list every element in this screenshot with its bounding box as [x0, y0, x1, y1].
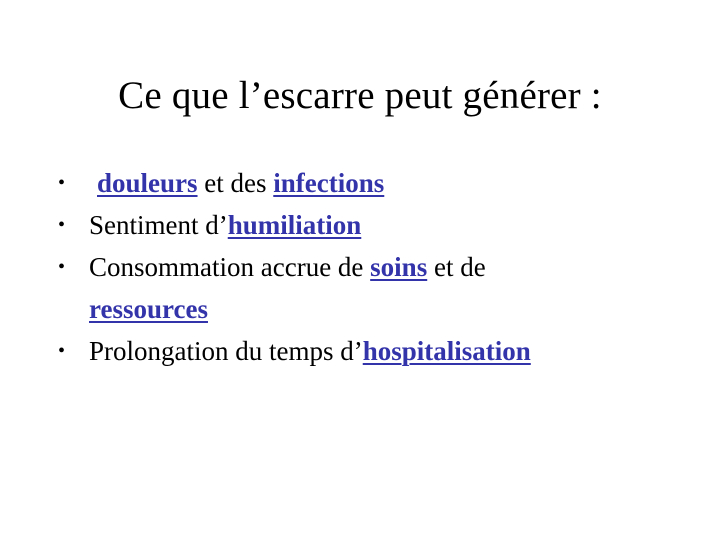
bullet-item-consumption: [58, 246, 698, 330]
bullet-list: [58, 162, 698, 372]
slide-title: Ce que l’escarre peut générer :: [118, 74, 602, 117]
bullet-icon: •: [58, 214, 66, 236]
bullet-icon: •: [58, 172, 66, 194]
bullet-icon: •: [58, 256, 66, 278]
bullet-text: Sentiment d’: [89, 210, 228, 240]
link-soins[interactable]: soins: [370, 252, 428, 282]
bullet-text: Prolongation du temps d’: [89, 336, 363, 366]
bullet-continuation: [89, 288, 698, 330]
link-ressources[interactable]: ressources: [89, 294, 208, 324]
bullet-icon: •: [58, 340, 66, 362]
bullet-item-humiliation: [58, 204, 698, 246]
bullet-text: et de: [427, 252, 486, 282]
bullet-item-hospitalisation: [58, 330, 698, 372]
link-infections[interactable]: infections: [273, 168, 385, 198]
link-douleurs[interactable]: douleurs: [97, 168, 198, 198]
link-humiliation[interactable]: humiliation: [227, 210, 362, 240]
bullet-text: et des: [197, 168, 274, 198]
bullet-item-pain-infections: [58, 162, 698, 204]
link-hospitalisation[interactable]: hospitalisation: [362, 336, 531, 366]
bullet-text: Consommation accrue de: [89, 252, 371, 282]
